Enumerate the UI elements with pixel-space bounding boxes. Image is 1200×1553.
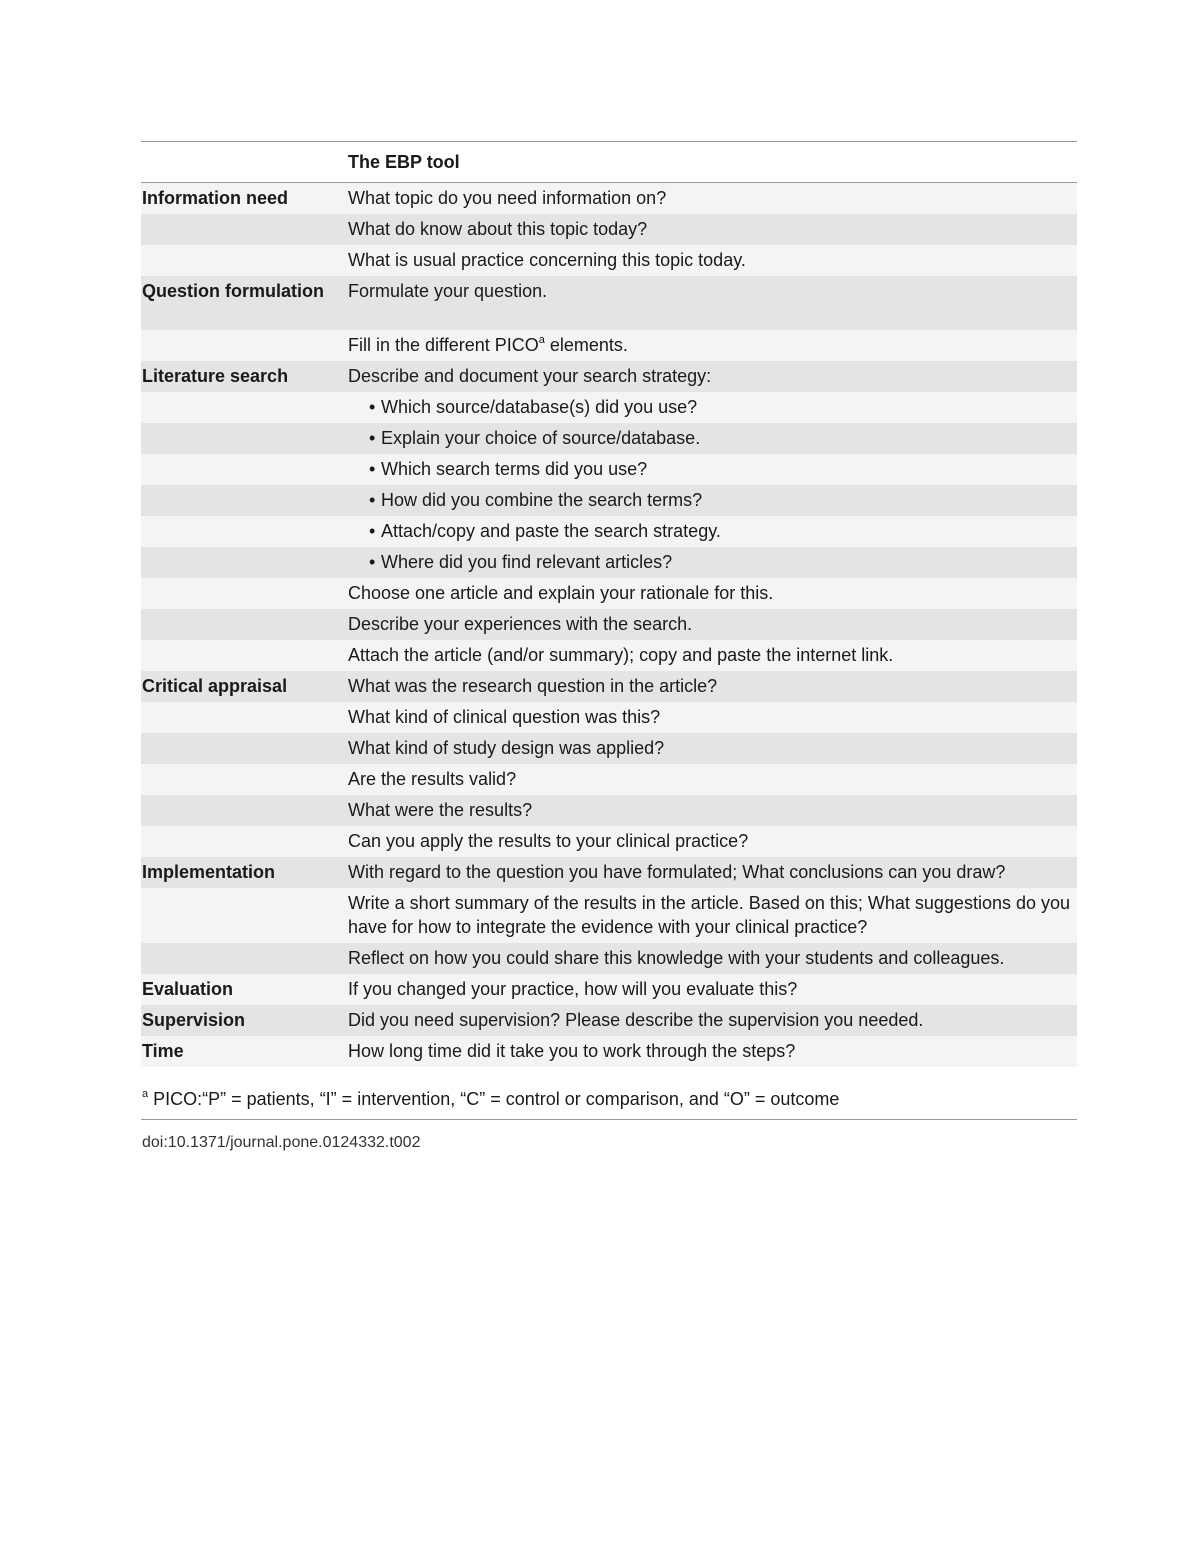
step-cell [141, 516, 347, 547]
tool-item-text: Write a short summary of the results in the article. Based on this; What suggestions do you have for how to integrate the evidence with your clinical practice? [348, 893, 1071, 937]
bullet-icon: • [369, 521, 376, 541]
tool-item-cell [347, 764, 1077, 795]
table-row [141, 330, 1077, 361]
bullet-icon: • [369, 428, 376, 448]
tool-item-text: Attach/copy and paste the search strategy. [381, 521, 721, 541]
step-label: Supervision [142, 1010, 246, 1030]
step-label: Evaluation [142, 979, 234, 999]
step-cell [141, 454, 347, 485]
tool-item-text: Where did you find relevant articles? [381, 552, 673, 572]
step-cell [141, 857, 347, 888]
step-cell [141, 826, 347, 857]
step-cell [141, 423, 347, 454]
step-cell [141, 547, 347, 578]
footnote-text: PICO:“P” = patients, “I” = intervention, “C” = control or comparison, and “O” = outcome [148, 1089, 840, 1109]
step-cell [141, 640, 347, 671]
step-cell [141, 671, 347, 702]
table-row [141, 392, 1077, 423]
tool-item-cell [347, 943, 1077, 974]
tool-item-cell [347, 888, 1077, 943]
bullet-item-cell [347, 454, 1077, 485]
table-row [141, 361, 1077, 392]
table-row [141, 609, 1077, 640]
step-cell [141, 245, 347, 276]
tool-item-cell [347, 330, 1077, 361]
tool-item-cell [347, 974, 1077, 1005]
tool-item-text: Are the results valid? [348, 769, 517, 789]
table-row [141, 276, 1077, 330]
table-body [141, 183, 1077, 1068]
tool-item-text: Can you apply the results to your clinical practice? [348, 831, 749, 851]
step-cell [141, 276, 347, 330]
table-header-row [141, 142, 1077, 183]
tool-item-cell [347, 361, 1077, 392]
table-row [141, 1005, 1077, 1036]
tool-item-text-continued: elements. [544, 335, 628, 355]
table-row [141, 214, 1077, 245]
table-row [141, 183, 1077, 215]
tool-item-text: What were the results? [348, 800, 533, 820]
step-cell [141, 361, 347, 392]
bullet-item-cell [347, 423, 1077, 454]
bullet-item-cell [347, 547, 1077, 578]
table-row [141, 485, 1077, 516]
step-cell [141, 764, 347, 795]
bullet-icon: • [369, 397, 376, 417]
bullet-icon: • [369, 490, 376, 510]
bullet-item-cell [347, 485, 1077, 516]
tool-item-cell [347, 1005, 1077, 1036]
tool-item-cell [347, 702, 1077, 733]
table-row [141, 888, 1077, 943]
table-row [141, 547, 1077, 578]
tool-item-text: What do know about this topic today? [348, 219, 648, 239]
table-footnote [141, 1067, 1077, 1120]
step-cell [141, 609, 347, 640]
step-label: Time [142, 1041, 184, 1061]
bullet-item-cell [347, 516, 1077, 547]
table-row [141, 578, 1077, 609]
tool-item-cell [347, 245, 1077, 276]
tool-item-cell [347, 578, 1077, 609]
step-cell [141, 1036, 347, 1067]
table-row [141, 943, 1077, 974]
tool-item-text: What was the research question in the article? [348, 676, 718, 696]
tool-item-cell [347, 733, 1077, 764]
footnote-marker: a [142, 1088, 149, 1100]
step-label: Critical appraisal [142, 676, 288, 696]
ebp-tool-table [141, 141, 1077, 1067]
step-label: Implementation [142, 862, 276, 882]
step-cell [141, 578, 347, 609]
table-row [141, 857, 1077, 888]
step-cell [141, 733, 347, 764]
table-row [141, 671, 1077, 702]
tool-item-text: Reflect on how you could share this knowledge with your students and colleagues. [348, 948, 1005, 968]
tool-item-cell [347, 214, 1077, 245]
tool-item-text: What is usual practice concerning this topic today. [348, 250, 746, 270]
step-cell [141, 702, 347, 733]
tool-item-cell [347, 857, 1077, 888]
tool-item-text: Choose one article and explain your rationale for this. [348, 583, 774, 603]
tool-item-text: Explain your choice of source/database. [381, 428, 701, 448]
step-cell [141, 795, 347, 826]
table-row [141, 702, 1077, 733]
document-page [141, 141, 1077, 1154]
table-row [141, 764, 1077, 795]
step-label: Question formulation [142, 281, 324, 301]
tool-item-text: How did you combine the search terms? [381, 490, 703, 510]
step-cell [141, 888, 347, 943]
tool-item-text: Did you need supervision? Please describe the supervision you needed. [348, 1010, 924, 1030]
step-cell [141, 485, 347, 516]
tool-item-text: What kind of clinical question was this? [348, 707, 661, 727]
tool-item-cell [347, 183, 1077, 215]
tool-item-text: How long time did it take you to work through the steps? [348, 1041, 796, 1061]
doi-reference: doi:10.1371/journal.pone.0124332.t002 [142, 1134, 421, 1151]
table-row [141, 733, 1077, 764]
tool-item-text: Fill in the different PICO [348, 335, 539, 355]
bullet-icon: • [369, 459, 376, 479]
step-cell [141, 330, 347, 361]
step-cell [141, 943, 347, 974]
step-label: Literature search [142, 366, 289, 386]
bullet-item-cell [347, 392, 1077, 423]
table-row [141, 974, 1077, 1005]
table-row [141, 516, 1077, 547]
tool-item-text: Describe and document your search strategy: [348, 366, 712, 386]
tool-item-cell [347, 1036, 1077, 1067]
tool-item-text: What kind of study design was applied? [348, 738, 665, 758]
table-row [141, 423, 1077, 454]
step-column-header [141, 142, 347, 183]
tool-item-cell [347, 795, 1077, 826]
table-row [141, 454, 1077, 485]
table-row [141, 826, 1077, 857]
step-cell [141, 1005, 347, 1036]
tool-item-cell [347, 640, 1077, 671]
table-row [141, 245, 1077, 276]
step-cell [141, 974, 347, 1005]
tool-item-text: Which search terms did you use? [381, 459, 648, 479]
tool-item-cell [347, 826, 1077, 857]
bullet-icon: • [369, 552, 376, 572]
step-label: Information need [142, 188, 289, 208]
tool-item-text: Describe your experiences with the search. [348, 614, 693, 634]
tool-item-cell [347, 276, 1077, 330]
tool-item-text: What topic do you need information on? [348, 188, 667, 208]
step-cell [141, 392, 347, 423]
tool-item-cell [347, 671, 1077, 702]
tool-item-text: Which source/database(s) did you use? [381, 397, 698, 417]
tool-item-text: If you changed your practice, how will you evaluate this? [348, 979, 798, 999]
tool-item-text: Formulate your question. [348, 281, 548, 301]
tool-item-cell [347, 609, 1077, 640]
step-cell [141, 183, 347, 215]
tool-item-text: Attach the article (and/or summary); copy and paste the internet link. [348, 645, 894, 665]
ebp-tool-column-header: The EBP tool [347, 142, 1077, 183]
footnote-reference-marker: a [538, 334, 545, 346]
table-row [141, 795, 1077, 826]
tool-item-text: With regard to the question you have formulated; What conclusions can you draw? [348, 862, 1006, 882]
step-cell [141, 214, 347, 245]
table-row [141, 1036, 1077, 1067]
table-row [141, 640, 1077, 671]
